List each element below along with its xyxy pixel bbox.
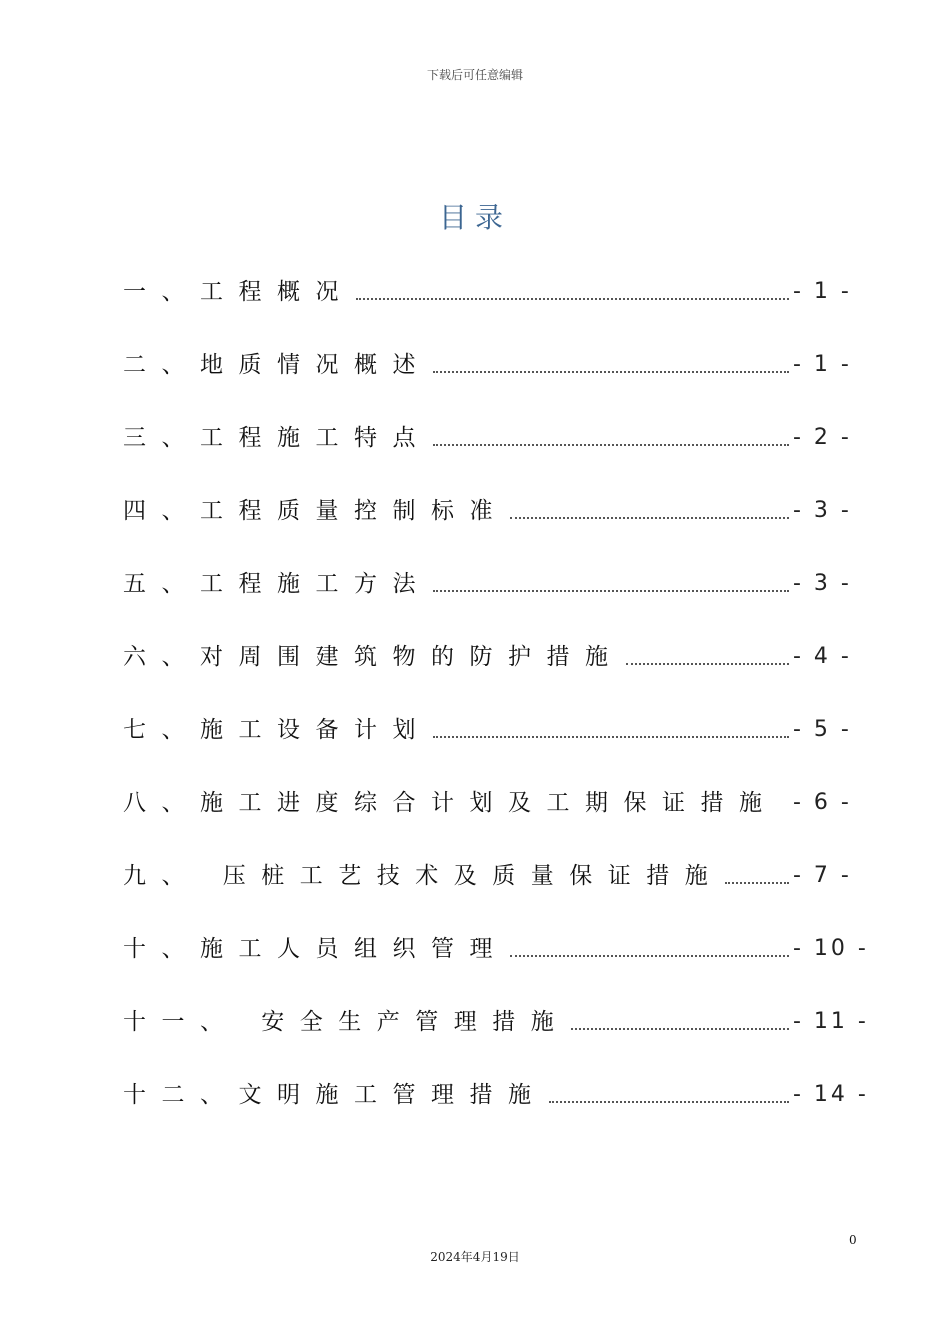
toc-leader-dots (725, 860, 789, 892)
toc-leader-dots (626, 641, 790, 673)
toc-leader-dots (549, 1079, 790, 1111)
toc-entry-page: - 3 - (793, 571, 852, 596)
toc-entry[interactable] (123, 860, 852, 933)
toc-entry-label: 六、对周围建筑物的防护措施 (123, 644, 624, 670)
toc-leader-dots (510, 933, 789, 965)
toc-entry[interactable] (123, 714, 852, 787)
toc-entry-label: 九、 压桩工艺技术及质量保证措施 (123, 863, 724, 889)
toc-entry-page: - 11 - (793, 1009, 869, 1034)
toc-entry-page: - 14 - (793, 1082, 869, 1107)
toc-entry-page: - 5 - (793, 717, 852, 742)
toc-entry-label: 二、地质情况概述 (123, 352, 431, 378)
toc-entry-page: - 7 - (793, 863, 852, 888)
toc-entry-label: 十、施工人员组织管理 (123, 936, 508, 962)
toc-entry-label: 十一、 安全生产管理措施 (123, 1009, 570, 1035)
page-number: 0 (849, 1233, 857, 1247)
toc-entry-page: - 2 - (793, 425, 852, 450)
toc-leader-dots (356, 276, 789, 308)
toc-leader-dots (433, 714, 789, 746)
toc-entry-label: 三、工程施工特点 (123, 425, 431, 451)
footer-date: 2024年4月19日 (430, 1250, 520, 1264)
toc-leader-dots (433, 349, 789, 381)
toc-entry[interactable] (123, 568, 852, 641)
toc-entry[interactable] (123, 1006, 869, 1079)
toc-entry-page: - 3 - (793, 498, 852, 523)
toc-entry-label: 一、工程概况 (123, 279, 354, 305)
toc-entry-page: - 10 - (793, 936, 869, 961)
toc-entry-page: - 6 - (793, 790, 852, 815)
toc-entry-label: 四、工程质量控制标准 (123, 498, 508, 524)
toc-entry[interactable] (123, 495, 852, 568)
table-of-contents (123, 276, 869, 1152)
toc-entry-label: 八、施工进度综合计划及工期保证措施 (123, 790, 778, 816)
toc-leader-dots (433, 568, 789, 600)
toc-leader-dots (433, 422, 789, 454)
toc-entry[interactable] (123, 276, 852, 349)
toc-entry[interactable] (123, 933, 869, 1006)
toc-entry[interactable] (123, 422, 852, 495)
toc-entry[interactable] (123, 349, 852, 422)
toc-leader-dots (571, 1006, 789, 1038)
toc-entry-page: - 4 - (793, 644, 852, 669)
toc-leader-dots (510, 495, 789, 527)
toc-entry[interactable] (123, 787, 852, 860)
toc-entry[interactable] (123, 1079, 869, 1152)
toc-entry-label: 七、施工设备计划 (123, 717, 431, 743)
page-header: 下载后可任意编辑 (426, 68, 523, 82)
toc-entry-label: 五、工程施工方法 (123, 571, 431, 597)
toc-entry-page: - 1 - (793, 352, 852, 377)
toc-entry-page: - 1 - (793, 279, 852, 304)
page-title: 目录 (438, 201, 511, 234)
toc-entry-label: 十二、文明施工管理措施 (123, 1082, 547, 1108)
toc-entry[interactable] (123, 641, 852, 714)
